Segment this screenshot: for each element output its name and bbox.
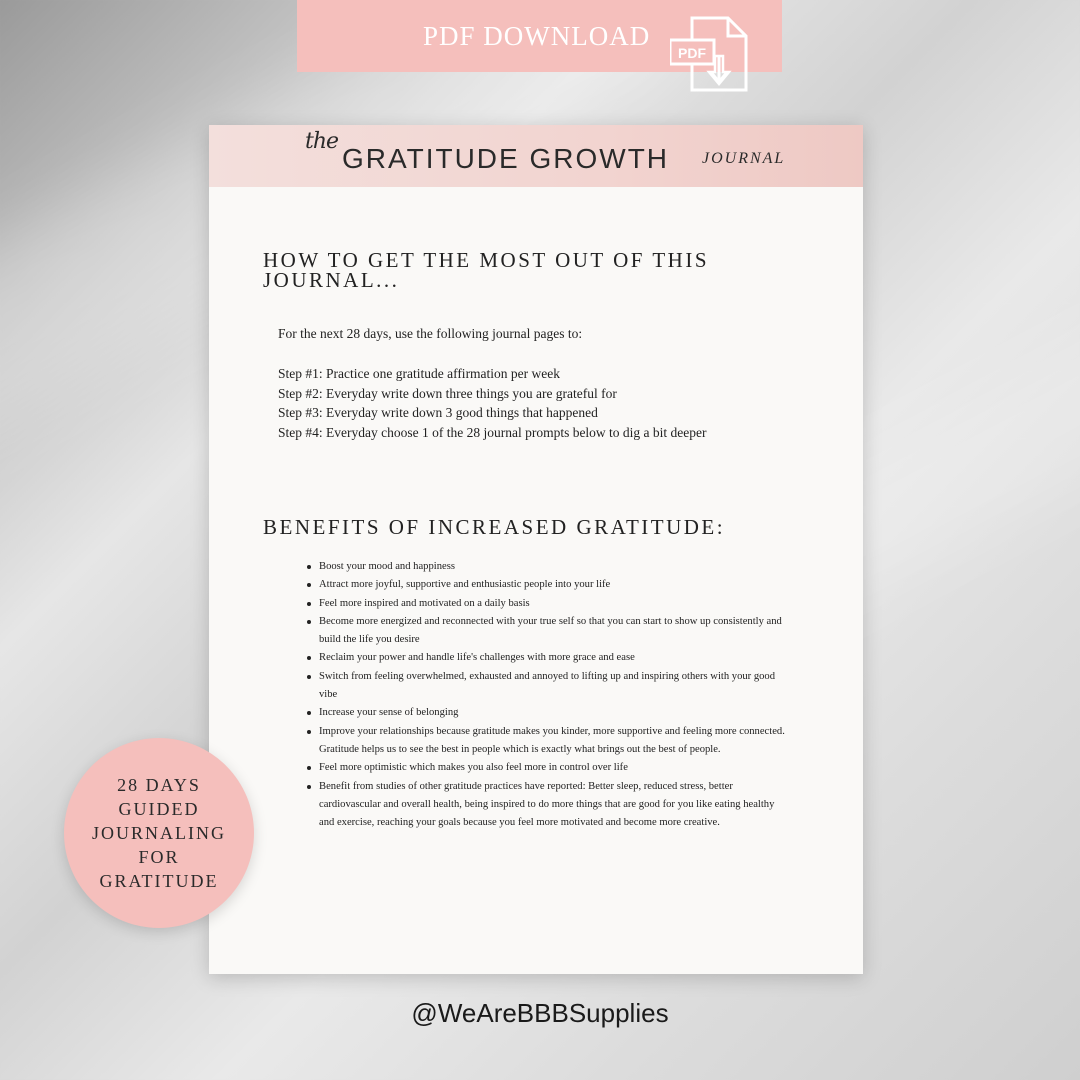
pdf-download-icon[interactable] <box>670 14 750 94</box>
list-item: Step #2: Everyday write down three things you are grateful for <box>278 385 617 401</box>
list-item: Step #3: Everyday write down 3 good things that happened <box>278 405 598 420</box>
benefits-list <box>307 558 787 832</box>
steps-list <box>278 364 707 442</box>
journal-page <box>209 125 863 974</box>
list-item: Switch from feeling overwhelmed, exhausted and annoyed to lifting up and inspiring others with your good vibe <box>307 668 787 705</box>
list-item: Boost your mood and happiness <box>307 558 787 576</box>
list-item: Become more energized and reconnected with your true self so that you can start to show up consistently and build the life you desire <box>307 613 787 650</box>
page-title: GRATITUDE GROWTH <box>342 143 670 174</box>
list-item: Step #4: Everyday choose 1 of the 28 journal prompts below to dig a bit deeper <box>278 424 707 440</box>
list-item: Feel more optimistic which makes you also feel more in control over life <box>307 759 787 777</box>
heading-line: HOW TO GET THE MOST OUT OF THIS <box>263 248 710 272</box>
pdf-icon-label: PDF <box>678 45 706 61</box>
badge-line: GUIDED <box>118 799 200 819</box>
list-item: Reclaim your power and handle life's challenges with more grace and ease <box>307 649 787 667</box>
badge-line: FOR <box>138 847 180 867</box>
intro-text: For the next 28 days, use the following journal pages to: <box>278 326 583 341</box>
badge-line: GRATITUDE <box>99 871 219 891</box>
days-badge <box>64 738 254 928</box>
banner-label: PDF DOWNLOAD <box>423 20 651 51</box>
list-item: Benefit from studies of other gratitude practices have reported: Better sleep, reduced stress, better cardiovascular and overall health, being inspired to do more things that are good for you like eating healthy and exercise, reaching your goals because you feel more motivated and become more creative. <box>307 778 787 833</box>
title-journal: JOURNAL <box>702 150 786 167</box>
page-header <box>209 125 863 187</box>
title-the: the <box>305 129 339 154</box>
badge-line: 28 DAYS <box>117 775 201 795</box>
badge-line: JOURNALING <box>92 823 226 843</box>
list-item: Attract more joyful, supportive and enthusiastic people into your life <box>307 576 787 594</box>
list-item: Improve your relationships because gratitude makes you kinder, more supportive and feeling more connected. Gratitude helps us to see the best in people which is exactly what brings out the best of people. <box>307 723 787 760</box>
heading-line: JOURNAL... <box>263 268 400 292</box>
list-item: Step #1: Practice one gratitude affirmation per week <box>278 366 561 381</box>
list-item: Feel more inspired and motivated on a daily basis <box>307 595 787 613</box>
section-heading-how-to <box>263 250 709 290</box>
social-handle: @WeAreBBBSupplies <box>411 998 669 1028</box>
section-heading-benefits: BENEFITS OF INCREASED GRATITUDE: <box>263 515 726 539</box>
list-item: Increase your sense of belonging <box>307 704 787 722</box>
